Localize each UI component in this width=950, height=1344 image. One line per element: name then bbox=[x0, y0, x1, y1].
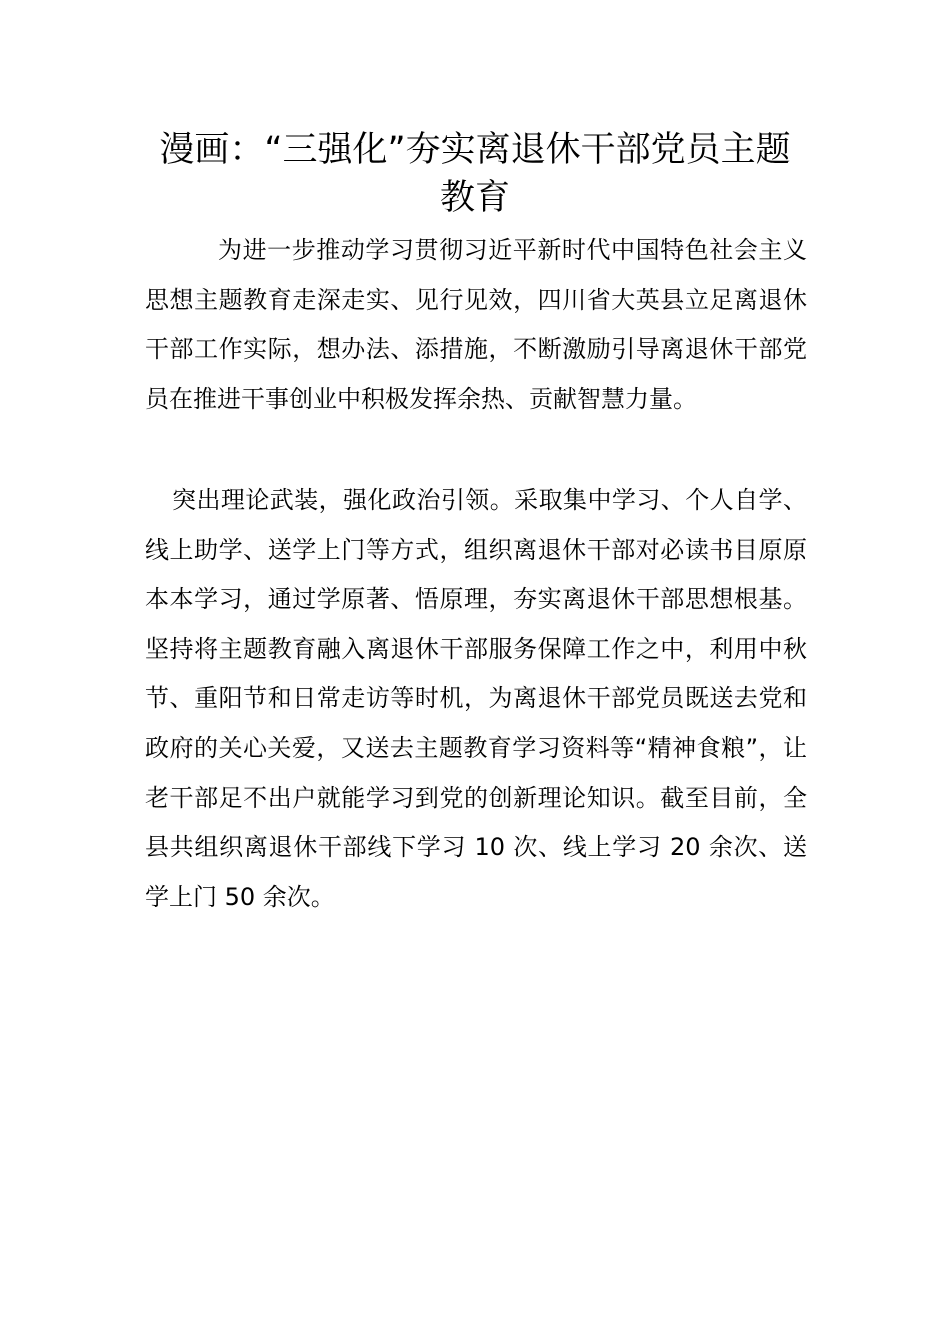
paragraph-theory-study: 突出理论武装，强化政治引领。采取集中学习、个人自学、线上助学、送学上门等方式，组织离退休干部对必读书目原原本本学习，通过学原著、悟原理，夯实离退休干部思想根基。坚持将主题教育融入离退休干部服务保障工作之中，利用中秋节、重阳节和日常走访等时机，为离退休干部党员既送去党和政府的关心关爱，又送去主题教育学习资料等“精神食粮”，让老干部足不出户就能学习到党的创新理论知识。截至目前，全县共组织离退休干部线下学习 10 次、线上学习 20 余次、送学上门 50 余次。 bbox=[145, 486, 807, 911]
document-title: 漫画：“三强化”夯实离退休干部党员主题教育 bbox=[159, 130, 791, 218]
paragraph-intro: 为进一步推动学习贯彻习近平新时代中国特色社会主义思想主题教育走深走实、见行见效，四川省大英县立足离退休干部工作实际，想办法、添措施，不断激励引导离退休干部党员在推进干事创业中积极发挥余热、贡献智慧力量。 bbox=[145, 236, 807, 413]
